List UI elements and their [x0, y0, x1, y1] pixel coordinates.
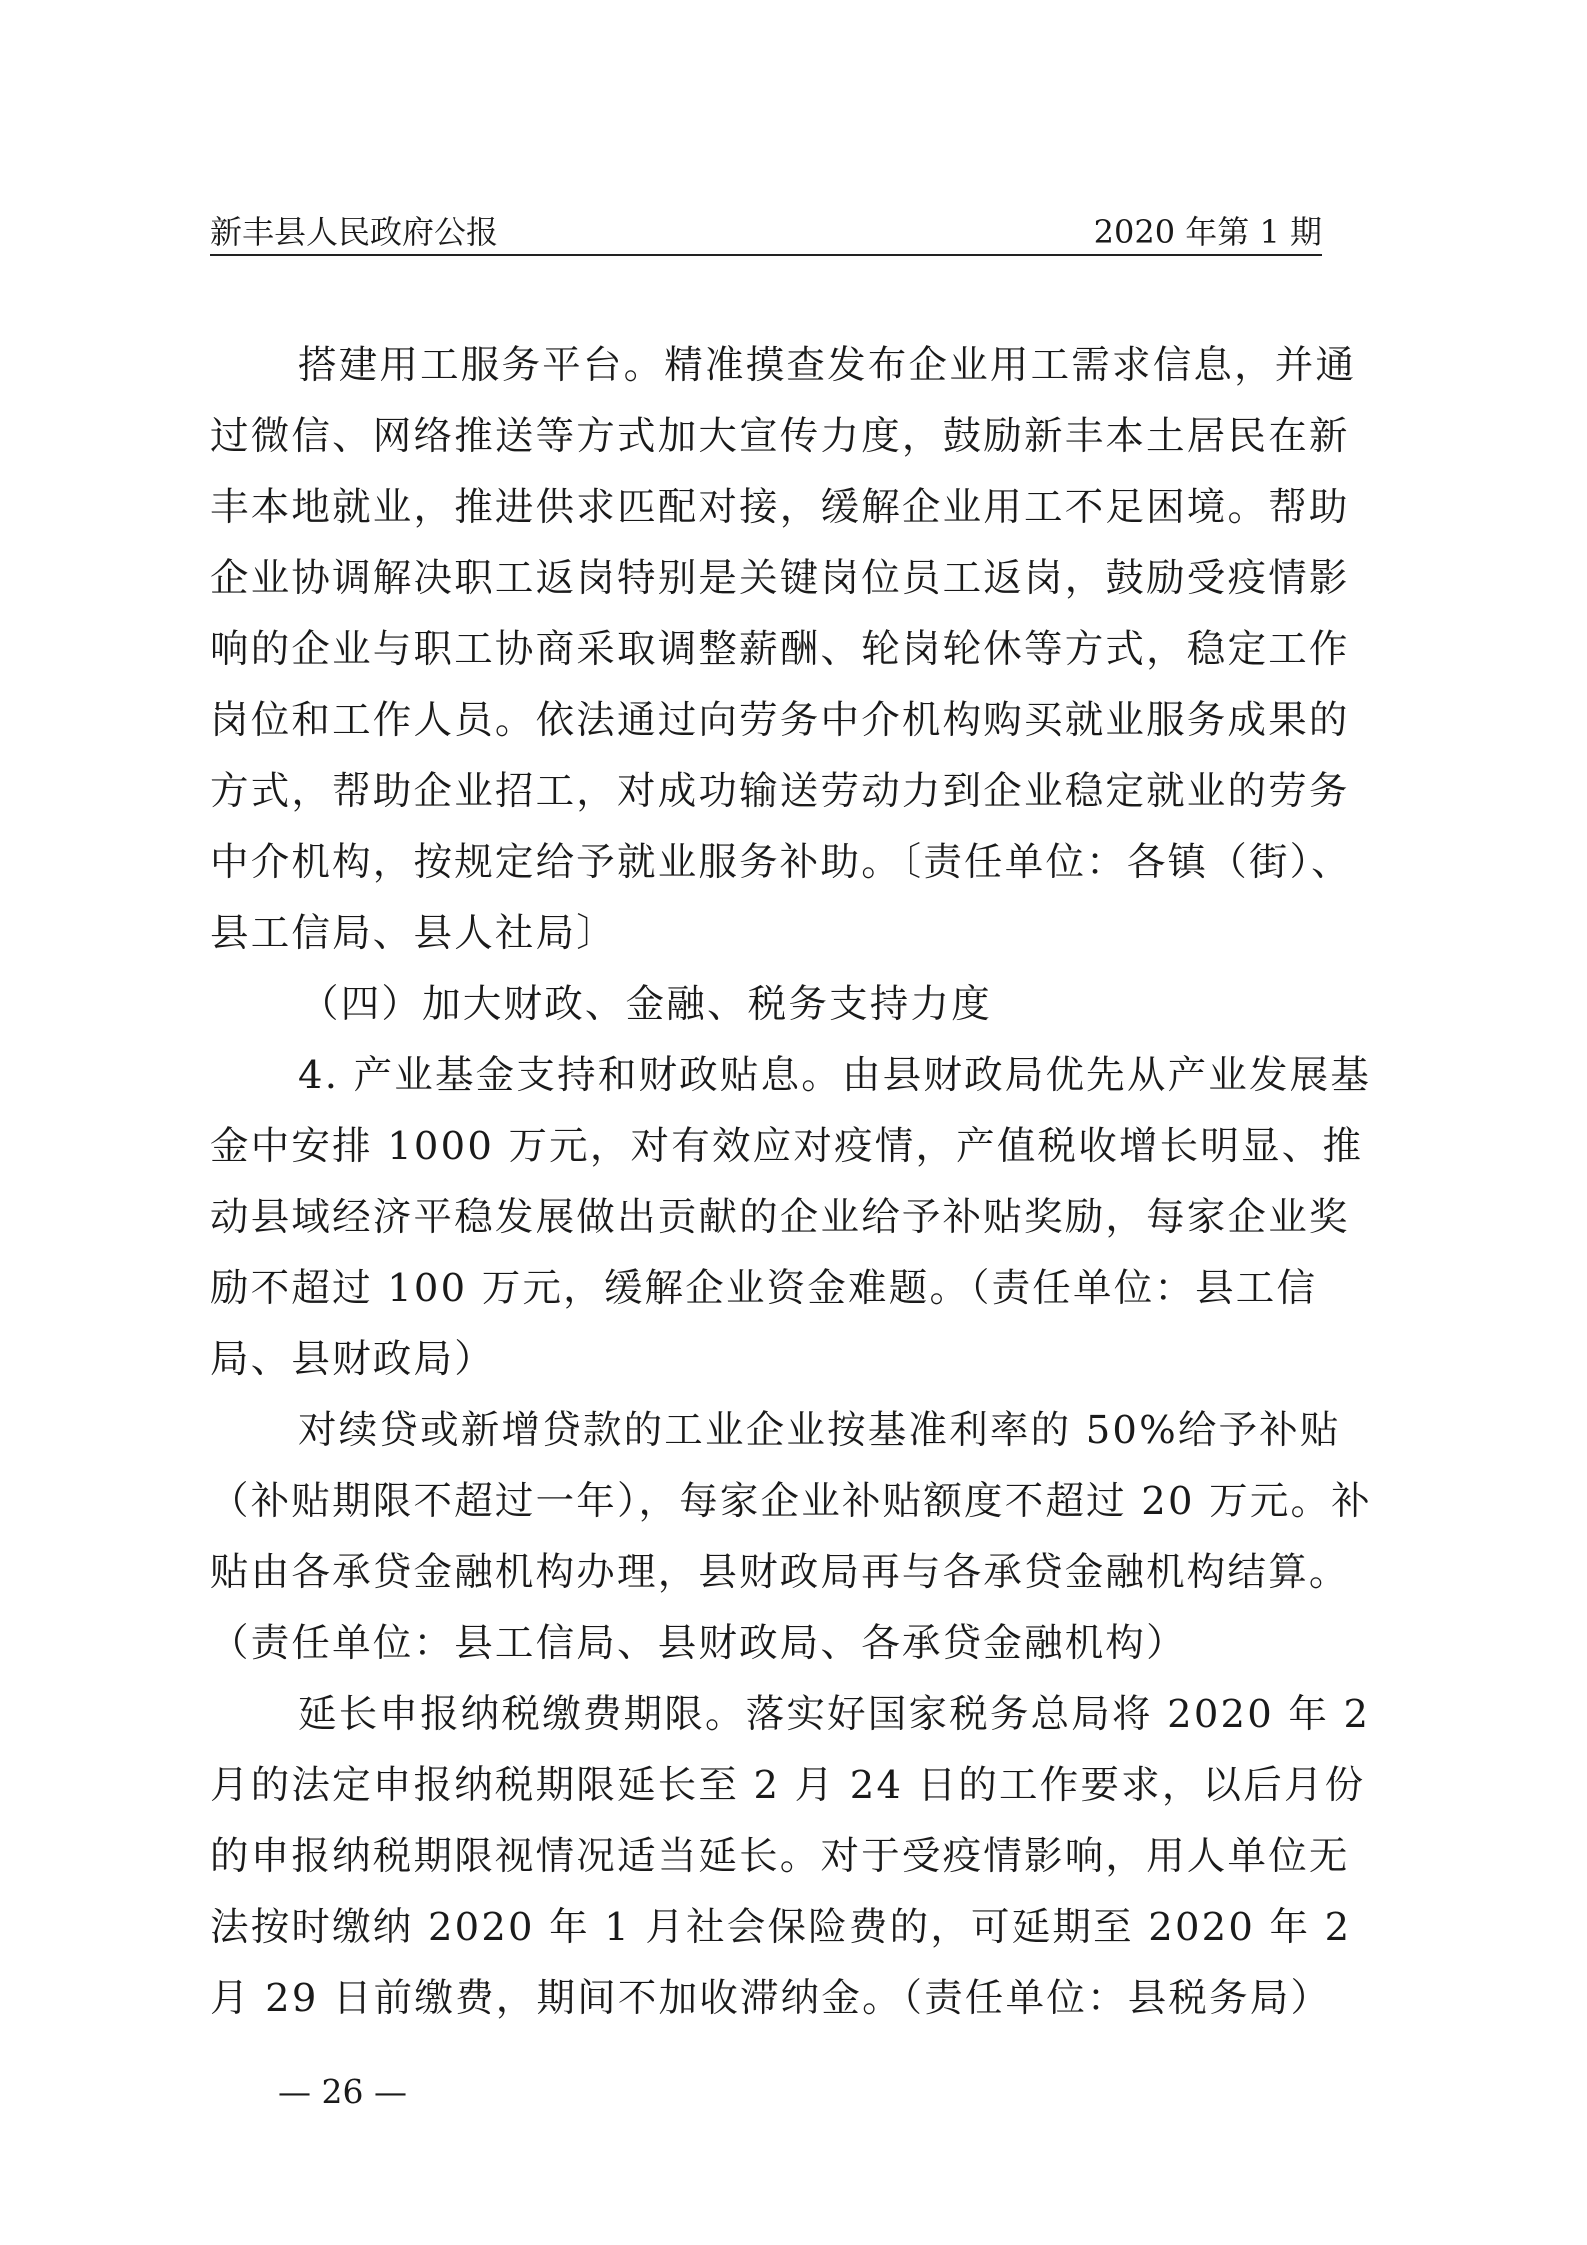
issue-number: 2020 年第 1 期 [1093, 213, 1322, 251]
section-heading-finance-support: （四）加大财政、金融、税务支持力度 [300, 982, 992, 1027]
paragraph-industry-fund: 4. 产业基金支持和财政贴息。由县财政局优先从产业发展基金中安排 1000 万元，对有效应对疫情，产值税收增长明显、推动县域经济平稳发展做出贡献的企业给予补贴奖励，每家企业奖励不超过 100 万元，缓解企业资金难题。（责任单位：县工信局、县财政局） [210, 1053, 1372, 1382]
document-body [210, 330, 1390, 2034]
page-number: — 26 — [278, 2072, 407, 2111]
page-header [210, 210, 1322, 256]
paragraph-loan-subsidy: 对续贷或新增贷款的工业企业按基准利率的 50%给予补贴（补贴期限不超过一年），每家企业补贴额度不超过 20 万元。补贴由各承贷金融机构办理，县财政局再与各承贷金融机构结算。（责任单位：县工信局、县财政局、各承贷金融机构） [210, 1408, 1372, 1666]
paragraph-employment-platform: 搭建用工服务平台。精准摸查发布企业用工需求信息，并通过微信、网络推送等方式加大宣传力度，鼓励新丰本土居民在新丰本地就业，推进供求匹配对接，缓解企业用工不足困境。帮助企业协调解决职工返岗特别是关键岗位员工返岗，鼓励受疫情影响的企业与职工协商采取调整薪酬、轮岗轮休等方式，稳定工作岗位和工作人员。依法通过向劳务中介机构购买就业服务成果的方式，帮助企业招工，对成功输送劳动力到企业稳定就业的劳务中介机构，按规定给予就业服务补助。〔责任单位：各镇（街）、县工信局、县人社局〕 [210, 343, 1357, 956]
bulletin-title: 新丰县人民政府公报 [210, 213, 499, 251]
paragraph-tax-deadline: 延长申报纳税缴费期限。落实好国家税务总局将 2020 年 2 月的法定申报纳税期限延长至 2 月 24 日的工作要求，以后月份的申报纳税期限视情况适当延长。对于受疫情影响，用人单位无法按时缴纳 2020 年 1 月社会保险费的，可延期至 2020 年 2 月 29 日前缴费，期间不加收滞纳金。（责任单位：县税务局） [210, 1692, 1385, 2021]
